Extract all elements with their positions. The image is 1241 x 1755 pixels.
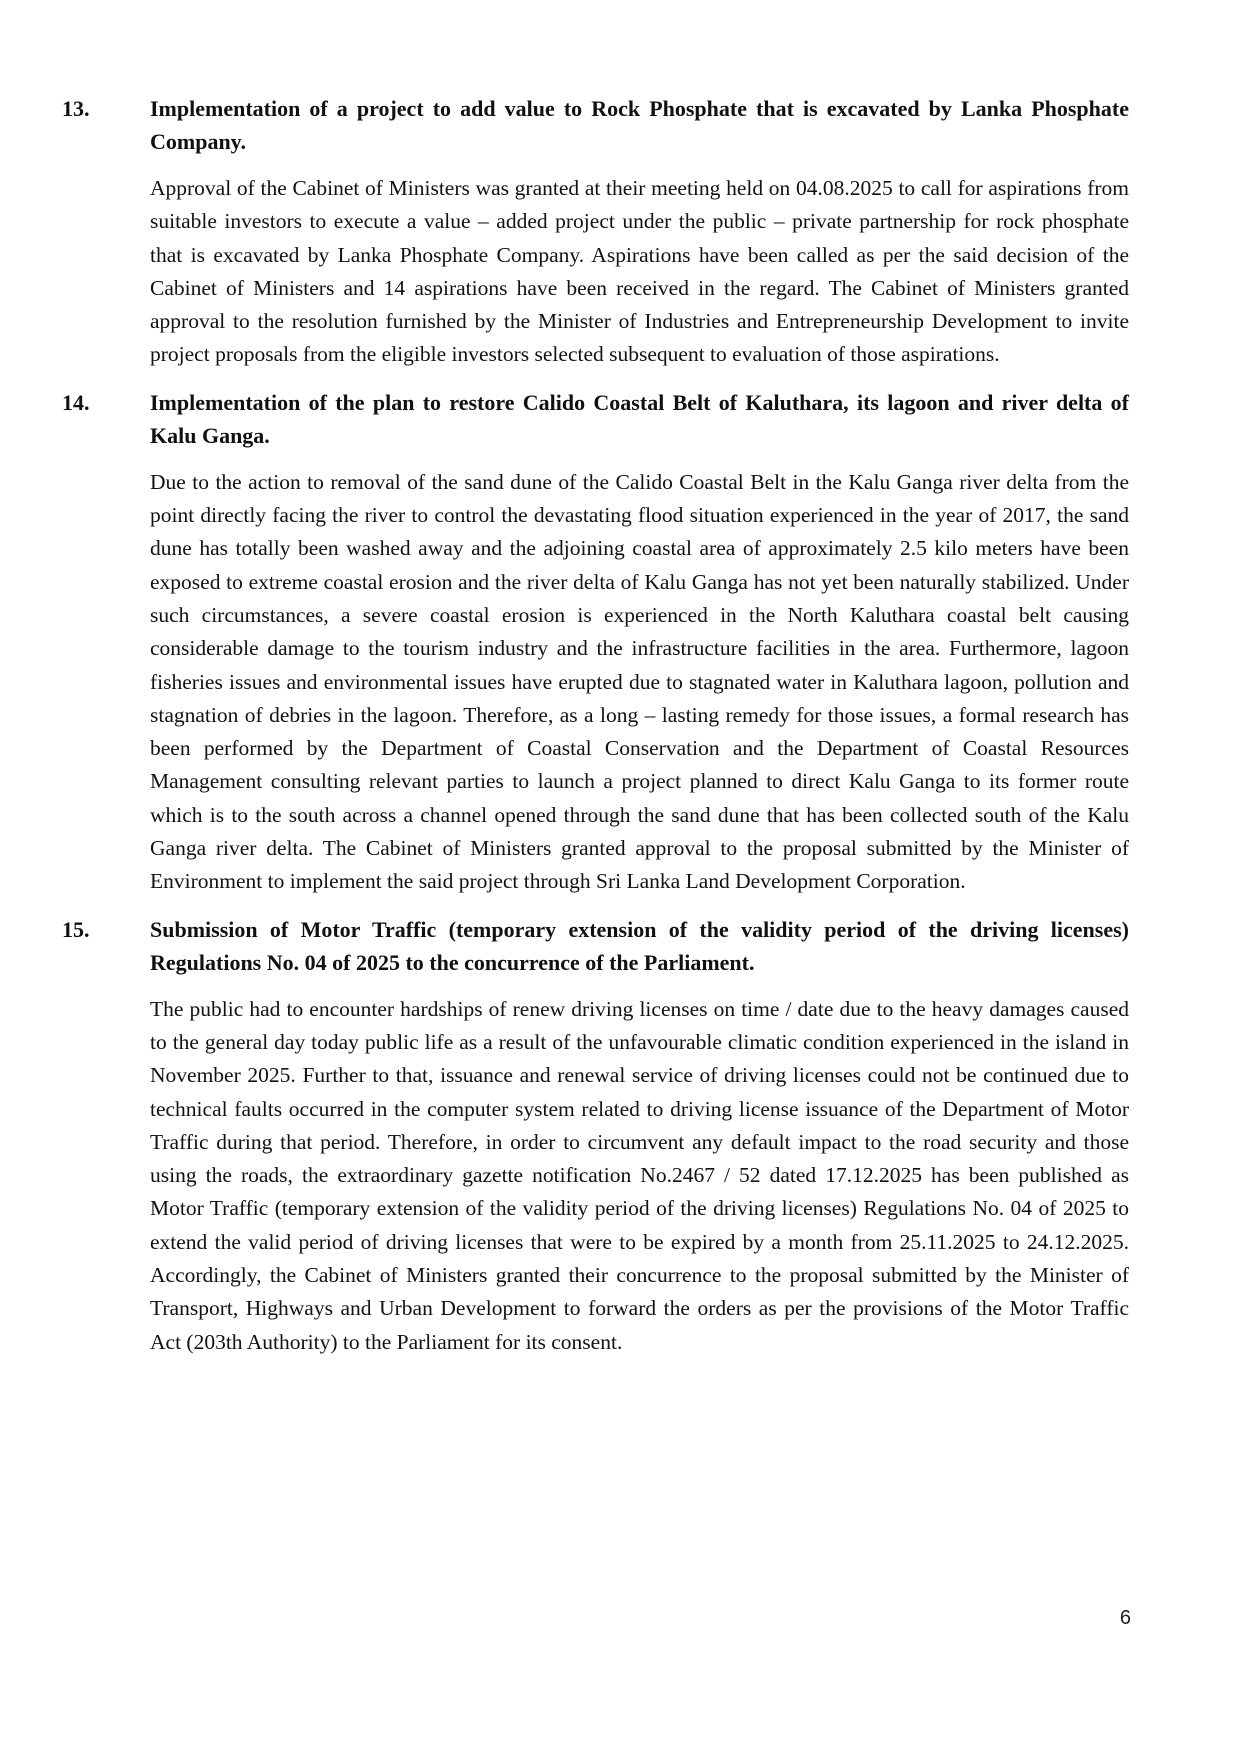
section-number: 14. [62,389,90,415]
document-content [62,92,1129,1373]
section-number: 15. [62,916,90,942]
section-heading [62,92,1129,158]
section-body: The public had to encounter hardships of renew driving licenses on time / date due to the heavy damages caused to the general day today public life as a result of the unfavourable climatic condition experienced in the island in November 2025. Further to that, issuance and renewal service of driving licenses could not be continued due to technical faults occurred in the computer system related to driving license issuance of the Department of Motor Traffic during that period. Therefore, in order to circumvent any default impact to the road security and those using the roads, the extraordinary gazette notification No.2467 / 52 dated 17.12.2025 has been published as Motor Traffic (temporary extension of the validity period of the driving licenses) Regulations No. 04 of 2025 to extend the valid period of driving licenses that were to be expired by a month from 25.11.2025 to 24.12.2025. Accordingly, the Cabinet of Ministers granted their concurrence to the proposal submitted by the Minister of Transport, Highways and Urban Development to forward the orders as per the provisions of the Motor Traffic Act (203th Authority) to the Parliament for its consent. [150,996,1129,1354]
page-number: 6 [1119,1607,1131,1629]
section-heading [62,913,1129,979]
section-15 [62,913,1129,1359]
section-number: 13. [62,96,90,121]
section-title: Implementation of a project to add value to Rock Phosphate that is excavated by Lanka Phosphate Company. [150,96,1129,154]
section-title: Implementation of the plan to restore Calido Coastal Belt of Kaluthara, its lagoon and river delta of Kalu Ganga. [150,389,1129,448]
section-body: Approval of the Cabinet of Ministers was granted at their meeting held on 04.08.2025 to call for aspirations from suitable investors to execute a value – added project under the public – private partnership for rock phosphate that is excavated by Lanka Phosphate Company. Aspirations have been called as per the said decision of the Cabinet of Ministers and 14 aspirations have been received in the regard. The Cabinet of Ministers granted approval to the resolution furnished by the Minister of Industries and Entrepreneurship Development to invite project proposals from the eligible investors selected subsequent to evaluation of those aspirations. [150,176,1129,367]
section-heading [62,386,1129,452]
section-13 [62,92,1129,372]
section-14 [62,386,1129,899]
section-title: Submission of Motor Traffic (temporary extension of the validity period of the driving licenses) Regulations No. 04 of 2025 to the concurrence of the Parliament. [150,916,1129,975]
section-body: Due to the action to removal of the sand dune of the Calido Coastal Belt in the Kalu Ganga river delta from the point directly facing the river to control the devastating flood situation experienced in the year of 2017, the sand dune has totally been washed away and the adjoining coastal area of approximately 2.5 kilo meters have been exposed to extreme coastal erosion and the river delta of Kalu Ganga has not yet been naturally stabilized. Under such circumstances, a severe coastal erosion is experienced in the North Kaluthara coastal belt causing considerable damage to the tourism industry and the infrastructure facilities in the area. Furthermore, lagoon fisheries issues and environmental issues have erupted due to stagnated water in Kaluthara lagoon, pollution and stagnation of debries in the lagoon. Therefore, as a long – lasting remedy for those issues, a formal research has been performed by the Department of Coastal Conservation and the Department of Coastal Resources Management consulting relevant parties to launch a project planned to direct Kalu Ganga to its former route which is to the south across a channel opened through the sand dune that has been collected south of the Kalu Ganga river delta. The Cabinet of Ministers granted approval to the proposal submitted by the Minister of Environment to implement the said project through Sri Lanka Land Development Corporation. [150,469,1129,894]
